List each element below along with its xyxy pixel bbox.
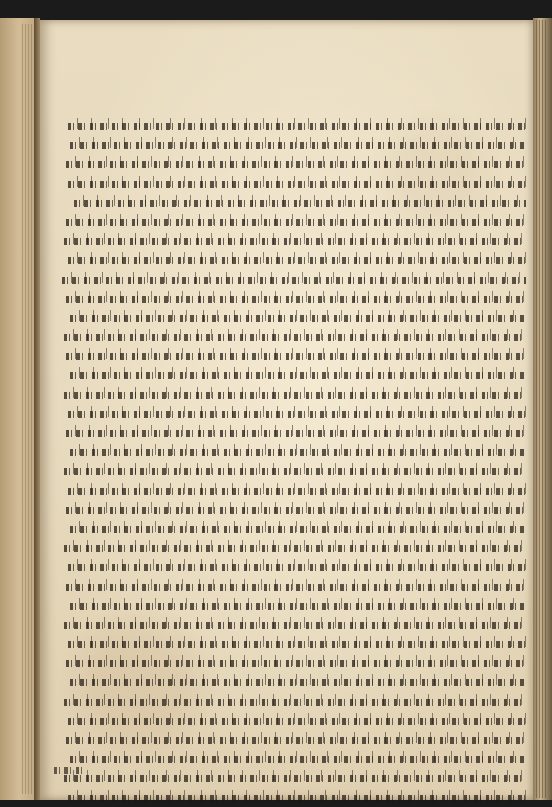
manuscript-line — [56, 174, 526, 193]
right-page-stack — [536, 20, 548, 798]
manuscript-line — [56, 231, 526, 250]
manuscript-line — [56, 423, 526, 442]
manuscript-line — [56, 250, 526, 269]
manuscript-line — [56, 768, 526, 787]
manuscript-line — [56, 154, 526, 173]
manuscript-line — [56, 596, 526, 615]
manuscript-line — [56, 327, 526, 346]
manuscript-line — [56, 711, 526, 730]
manuscript-line — [56, 538, 526, 557]
manuscript-line — [56, 135, 526, 154]
manuscript-line — [56, 634, 526, 653]
manuscript-line — [56, 365, 526, 384]
manuscript-line — [56, 672, 526, 691]
manuscript-line — [56, 557, 526, 576]
manuscript-line — [56, 346, 526, 365]
manuscript-line — [56, 653, 526, 672]
manuscript-line — [56, 289, 526, 308]
manuscript-line — [56, 193, 526, 212]
manuscript-line — [56, 481, 526, 500]
manuscript-line — [56, 212, 526, 231]
manuscript-line — [56, 749, 526, 768]
manuscript-line — [56, 500, 526, 519]
manuscript-line — [56, 577, 526, 596]
manuscript-line — [56, 615, 526, 634]
manuscript-line — [56, 404, 526, 423]
manuscript-line — [56, 385, 526, 404]
manuscript-line — [56, 730, 526, 749]
catchword — [46, 760, 82, 778]
main-text-block — [56, 116, 526, 807]
manuscript-line — [56, 519, 526, 538]
left-page-stack — [22, 24, 32, 794]
manuscript-line — [56, 692, 526, 711]
manuscript-line — [56, 270, 526, 289]
manuscript-line — [56, 788, 526, 807]
manuscript-line — [56, 442, 526, 461]
manuscript-line — [56, 308, 526, 327]
manuscript-line — [56, 116, 526, 135]
manuscript-line — [56, 461, 526, 480]
